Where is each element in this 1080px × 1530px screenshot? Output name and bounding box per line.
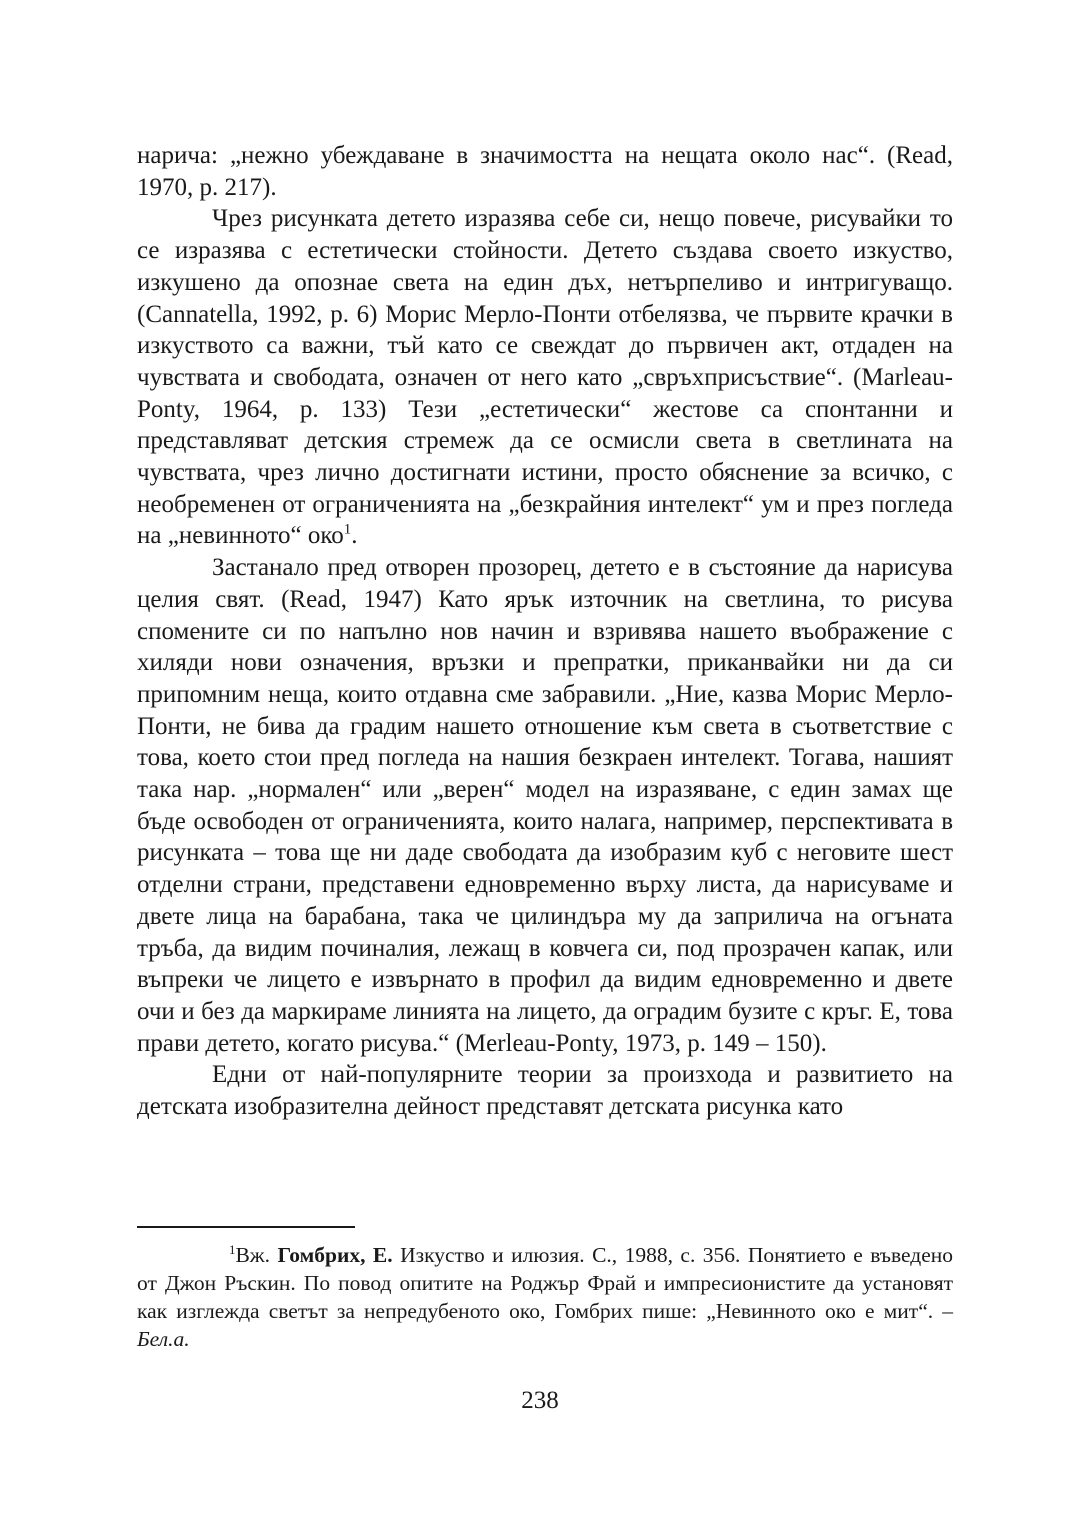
paragraph: Едни от най-популярните теории за произхода и развитието на детската изобразителна дейност представят детската рисунка като	[137, 1061, 953, 1121]
footnote	[137, 1241, 953, 1353]
paragraph: Застанало пред отворен прозорец, детето е в състояние да нарисува целия свят. (Read, 1947) Като ярък източник на светлина, то рисува спомените си по напълно нов начин и взривява нашето въображение с хиляди нови означения, връзки и препратки, приканвайки ни да си припомним неща, които отдавна сме забравили. „Ние, казва Морис Мерло-Понти, не бива да градим нашето отношение към света в съответствие с това, което стои пред погледа на нашия безкраен интелект. Тогава, нашият така нар. „нормален“ или „верен“ модел на изразяване, с един замах ще бъде освободен от ограниченията, които налага, например, перспективата в рисунката – това ще ни даде свободата да изобразим куб с неговите шест отделни страни, представени едновременно върху листа, да нарисуваме и двете лица на барабана, така че цилиндъра му да заприлича на огъната тръба, да видим починалия, лежащ в ковчега си, под прозрачен капак, или въпреки че лицето е извърнато в профил да видим едновременно и двете очи и без да маркираме линията на лицето, да оградим бузите с кръг. Е, това прави детето, когато рисува.“ (Merleau-Ponty, 1973, p. 149 – 150).	[137, 554, 953, 1057]
footnote-editor-note: Бел.а.	[137, 1327, 190, 1351]
footnote-author: Гомбрих, Е.	[277, 1243, 393, 1267]
footnote-separator	[137, 1226, 355, 1228]
main-text-column	[137, 140, 953, 1123]
paragraph	[137, 203, 953, 552]
footnote-body: Изкуство и илюзия. С., 1988, с. 356. Понятието е въведено от Джон Ръскин. По повод опитите на Роджър Фрай и импресионистите да установят как изглежда светът за непредубеното око, Гомбрих пише: „Невинното око е мит“. –	[137, 1243, 954, 1323]
footnote-reference[interactable]: 1	[343, 522, 352, 539]
paragraph-text: Чрез рисунката детето изразява себе си, нещо повече, рисувайки то се изразява с естетически стойности. Детето създава своето изкуство, изкушено да опознае света на един дъх, нетърпеливо и интригуващо. (Cannatella, 1992, p. 6) Морис Мерло-Понти отбелязва, че първите крачки в изкуството са важни, тъй като се свеждат до първичен акт, отдаден на чувствата и свободата, означен от него като „свръхприсъствие“. (Marleau-Ponty, 1964, p. 133) Тези „естетически“ жестове са спонтанни и представляват детския стремеж да се осмисли света в светлината на чувствата, чрез лично достигнати истини, просто обяснение за всичко, с необременен от ограниченията на „безкрайния интелект“ ум и през погледа на „невинното“ око	[137, 205, 953, 550]
page-number: 238	[521, 1387, 559, 1414]
footnote-lead: Вж.	[235, 1243, 271, 1267]
paragraph-text-end: .	[351, 522, 358, 550]
footnote-text	[137, 1241, 953, 1353]
body-text	[137, 140, 953, 1123]
paragraph-continuation: нарича: „нежно убеждаване в значимостта на нещата около нас“. (Read, 1970, p. 217).	[137, 142, 953, 201]
footnote-number: 1	[229, 1242, 236, 1257]
